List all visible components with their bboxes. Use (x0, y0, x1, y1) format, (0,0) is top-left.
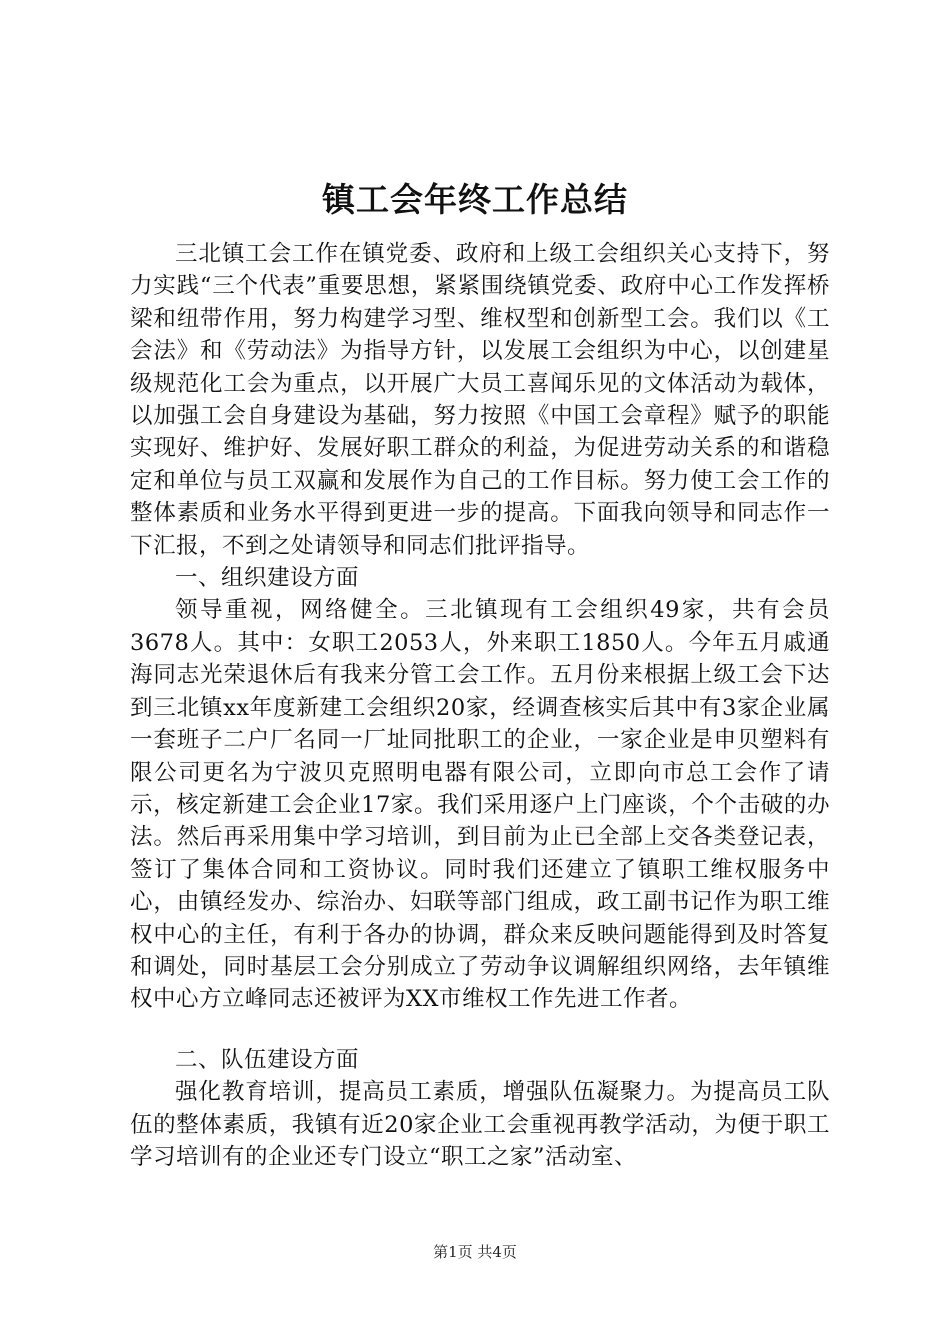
section-1-heading: 一、组织建设方面 (175, 565, 360, 592)
document-title: 镇工会年终工作总结 (322, 180, 628, 219)
paragraph-spacer (130, 1016, 830, 1044)
page-footer: 第1页 共4页 (433, 1243, 517, 1261)
section-2-paragraph: 强化教育培训，提高员工素质，增强队伍凝聚力。为提高员工队伍的整体素质，我镇有近20家企业工会重视再教学活动，为便于职工学习培训有的企业还专门设立“职工之家”活动室、 (130, 1079, 830, 1170)
intro-paragraph: 三北镇工会工作在镇党委、政府和上级工会组织关心支持下，努力实践“三个代表”重要思想，紧紧围绕镇党委、政府中心工作发挥桥梁和纽带作用，努力构建学习型、维权型和创新型工会。我们以《工会法》和《劳动法》为指导方针，以发展工会组织为中心，以创建星级规范化工会为重点，以开展广大员工喜闻乐见的文体活动为载体，以加强工会自身建设为基础，努力按照《中国工会章程》赋予的职能实现好、维护好、发展好职工群众的利益，为促进劳动关系的和谐稳定和单位与员工双赢和发展作为自己的工作目标。努力使工会工作的整体素质和业务水平得到更进一步的提高。下面我向领导和同志作一下汇报，不到之处请领导和同志们批评指导。 (130, 241, 830, 559)
section-2-heading: 二、队伍建设方面 (175, 1046, 360, 1073)
document-body (130, 238, 830, 1173)
section-1-paragraph: 领导重视，网络健全。三北镇现有工会组织49家，共有会员3678人。其中：女职工2053人，外来职工1850人。今年五月戚通海同志光荣退休后有我来分管工会工作。五月份来根据上级工会下达到三北镇xx年度新建工会组织20家，经调查核实后其中有3家企业属一套班子二户厂名同一厂址同批职工的企业，一家企业是申贝塑料有限公司更名为宁波贝克照明电器有限公司，立即向市总工会作了请示，核定新建工会企业17家。我们采用逐户上门座谈，个个击破的办法。然后再采用集中学习培训，到目前为止已全部上交各类登记表，签订了集体合同和工资协议。同时我们还建立了镇职工维权服务中心，由镇经发办、综治办、妇联等部门组成，政工副书记作为职工维权中心的主任，有利于各办的协调，群众来反映问题能得到及时答复和调处，同时基层工会分别成立了劳动争议调解组织网络，去年镇维权中心方立峰同志还被评为XX市维权工作先进工作者。 (130, 597, 830, 1013)
